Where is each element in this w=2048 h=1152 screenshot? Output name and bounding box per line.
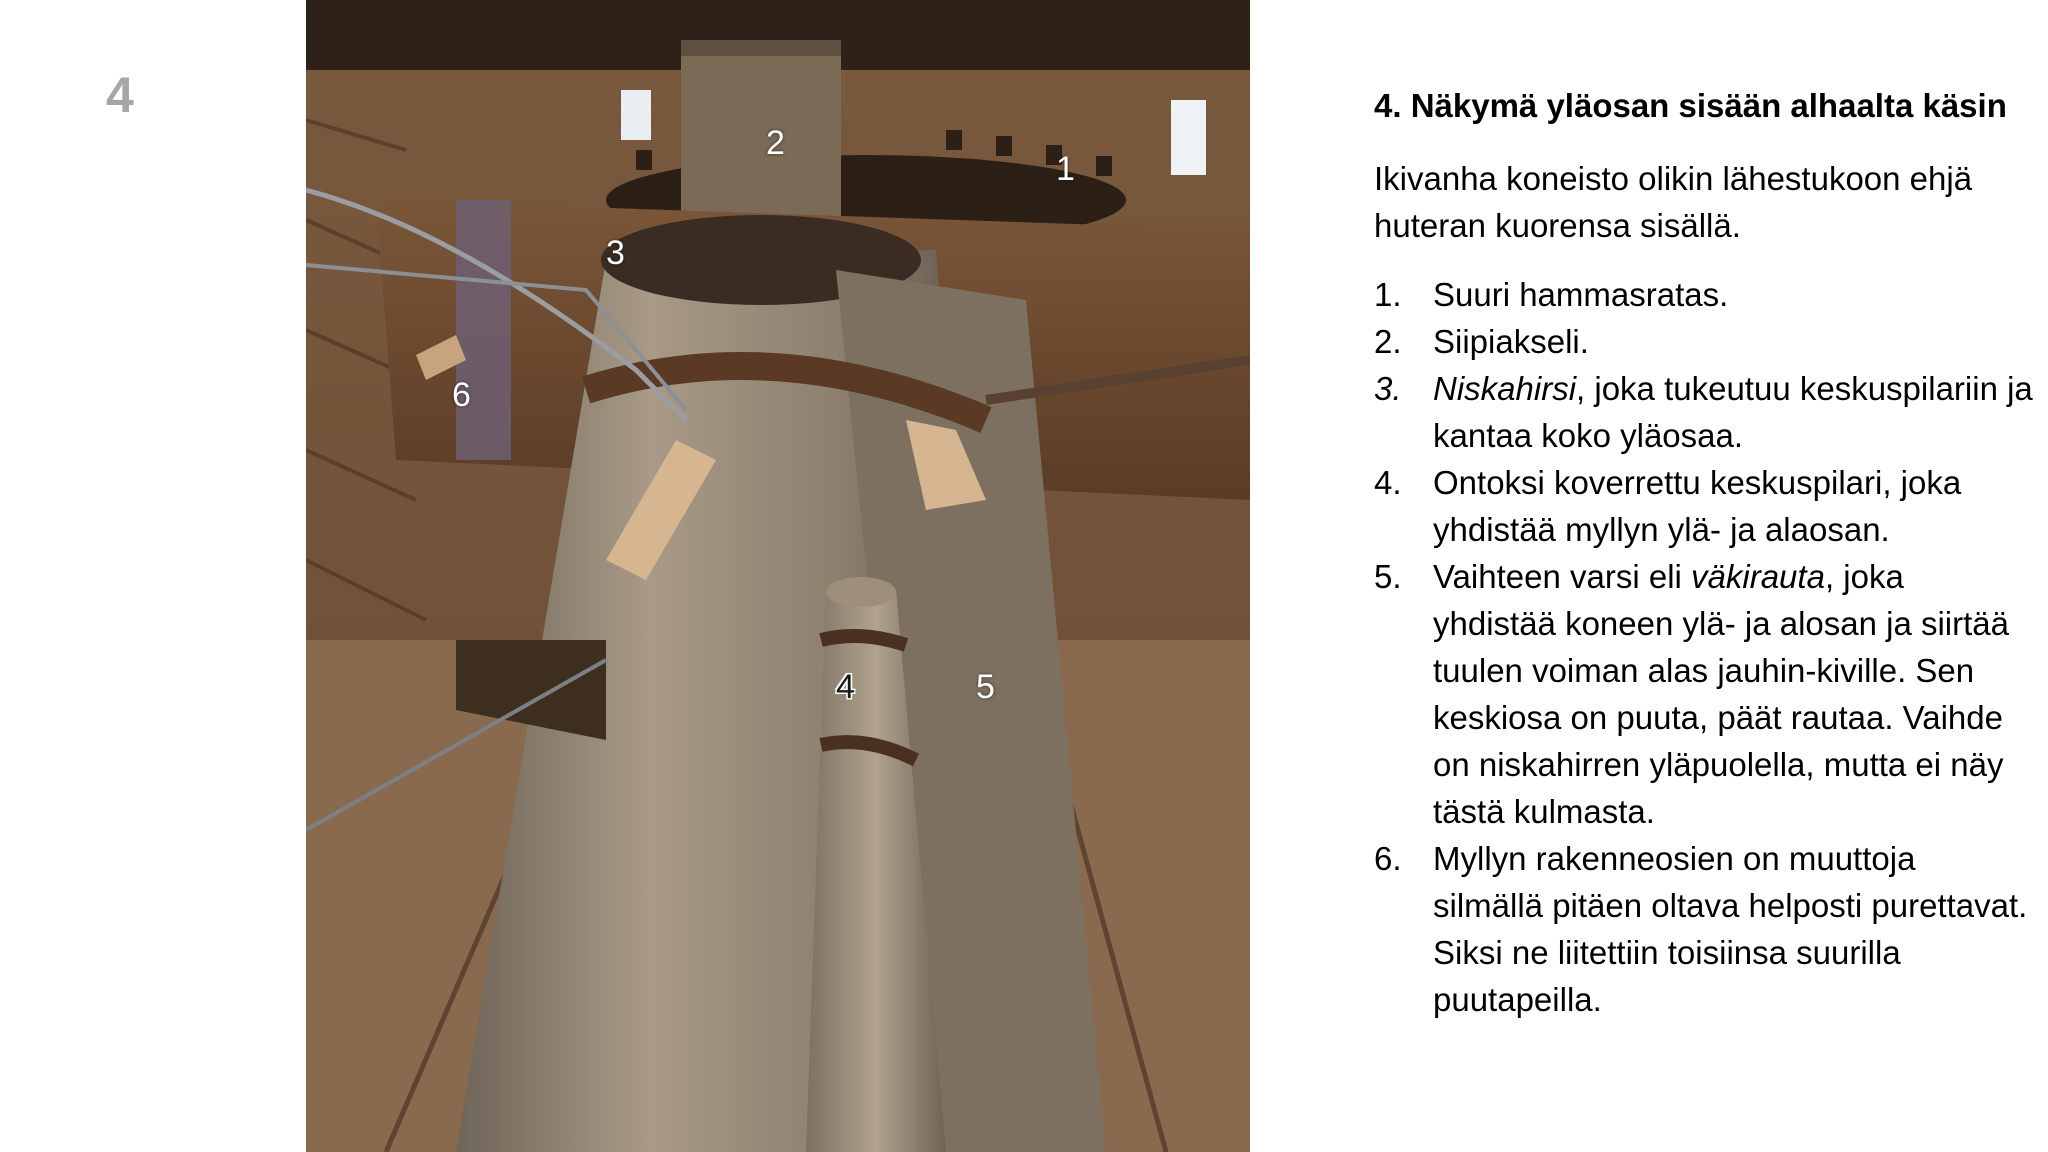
list-number: 5. <box>1374 558 1402 595</box>
callout-3: 3 <box>606 234 625 272</box>
list-item <box>1374 835 2034 1023</box>
list-item <box>1374 459 2034 553</box>
list-item-emphasis: väkirauta <box>1691 558 1825 595</box>
callout-6: 6 <box>452 376 471 414</box>
list-number: 4. <box>1374 464 1402 501</box>
list-number: 6. <box>1374 840 1402 877</box>
list-item-text: Ontoksi koverrettu keskuspilari, joka yhdistää myllyn ylä- ja alaosan. <box>1433 464 1962 548</box>
list-item-text: Suuri hammasratas. <box>1433 276 1729 313</box>
slide-heading: 4. Näkymä yläosan sisään alhaalta käsin <box>1374 87 2007 124</box>
list-item-emphasis: Niskahirsi <box>1433 370 1577 407</box>
list-number: 1. <box>1374 276 1402 313</box>
list-item-pre: Vaihteen varsi eli <box>1433 558 1692 595</box>
slide-number: 4 <box>106 67 134 123</box>
list-item-text <box>1433 365 2034 459</box>
list-item-text: Siipiakseli. <box>1433 323 1589 360</box>
description-panel <box>1374 82 2034 1023</box>
callout-1: 1 <box>1056 150 1075 188</box>
callout-5: 5 <box>976 668 995 706</box>
list-item-rest: , joka yhdistää koneen ylä- ja alosan ja siirtää tuulen voiman alas jauhin-kiville. Sen keskiosa on puuta, päät rautaa. Vaihde on niskahirren yläpuolella, mutta ei näy tästä kulmasta. <box>1433 558 2010 830</box>
numbered-list <box>1374 271 2034 1023</box>
list-number: 2. <box>1374 323 1402 360</box>
windmill-interior-photo <box>306 0 1250 1152</box>
callout-2: 2 <box>766 124 785 162</box>
intro-paragraph: Ikivanha koneisto olikin lähestukoon ehjä huteran kuorensa sisällä. <box>1374 160 1973 244</box>
callout-4: 4 <box>836 668 855 706</box>
list-item-rest: , joka tukeutuu keskuspilariin ja kantaa koko yläosaa. <box>1433 370 2033 454</box>
list-item <box>1374 365 2034 459</box>
list-number: 3. <box>1374 370 1402 407</box>
list-item <box>1374 318 2034 365</box>
list-item-text <box>1433 553 2034 835</box>
list-item-text: Myllyn rakenneosien on muuttoja silmällä pitäen oltava helposti purettavat. Siksi ne liitettiin toisiinsa suurilla puutapeilla. <box>1433 840 2028 1018</box>
list-item <box>1374 271 2034 318</box>
list-item <box>1374 553 2034 835</box>
